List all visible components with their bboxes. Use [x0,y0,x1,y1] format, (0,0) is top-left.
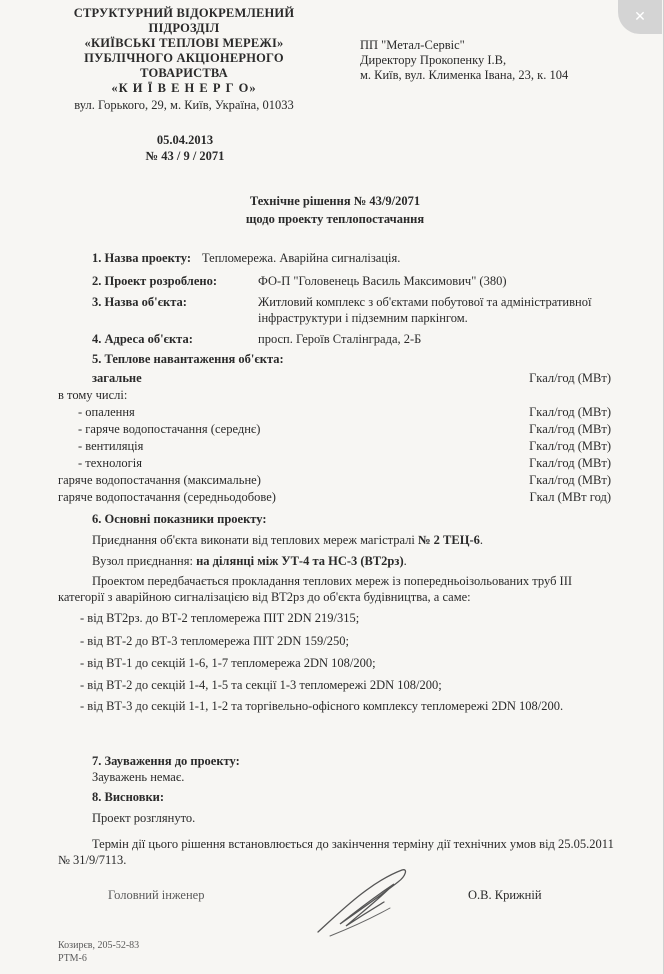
address-label: 4. Адреса об'єкта: [92,332,193,346]
load-label: 5. Теплове навантаження об'єкта: [92,352,284,366]
node-text: Вузол приєднання: [92,554,197,568]
bullet-item: - від ВТ2рз. до ВТ-2 тепломережа ПІТ 2DN 219/315; [80,611,360,625]
sender-line: ПУБЛІЧНОГО АКЦІОНЕРНОГО [84,51,284,65]
bullet-item: - від ВТ-2 до ВТ-3 тепломережа ПІТ 2DN 159/250; [80,634,349,648]
sender-line: «К И Ї В Е Н Е Р Г О» [111,81,257,95]
load-row-label: - вентиляція [78,439,144,453]
doc-date: 05.04.2013 [156,133,214,147]
object-label: 3. Назва об'єкта: [92,295,187,309]
footer-line-1: Козирєв, 205-52-83 [58,940,140,951]
load-row-label: - технологія [78,456,142,470]
recipient-line: м. Київ, вул. Клименка Івана, 23, к. 104 [360,68,569,82]
address-value: просп. Героїв Сталінграда, 2-Б [258,332,422,346]
project-name-label: 1. Назва проекту: [92,251,191,265]
sender-line: ТОВАРИСТВА [140,66,228,80]
load-row-label: - опалення [78,405,135,419]
developer-value: ФО-П "Головенець Василь Максимович" (380) [258,274,507,288]
sender-line: ПІДРОЗДІЛ [148,21,220,35]
para-line-1: Проектом передбачається прокладання теплових мереж із попередньоізольованих труб III [92,574,573,588]
load-row-unit: Гкал/год (МВт) [529,422,611,436]
object-value-2: інфраструктури і підземним паркінгом. [258,311,468,325]
connect-line [92,532,483,548]
footer-line-2: РТМ-6 [58,953,87,964]
title-line-2: щодо проекту теплопостачання [245,212,425,226]
load-row-label: загальне [92,371,142,385]
sender-line: «КИЇВСЬКІ ТЕПЛОВІ МЕРЕЖІ» [84,36,284,50]
validity-line-2: № 31/9/7113. [58,853,127,867]
sender-header [58,6,310,113]
section7-label: 7. Зауваження до проекту: [92,754,240,768]
signoff-position: Головний інженер [108,888,205,902]
connect-end: . [479,533,483,547]
load-row-label: гаряче водопостачання (максимальне) [58,473,261,487]
recipient-line: Директору Прокопенку І.В, [360,53,507,67]
section8-label: 8. Висновки: [92,790,165,804]
section8-value: Проект розглянуто. [92,811,196,825]
object-value-1: Житловий комплекс з об'єктами побутової та адміністративної [258,295,592,309]
bullet-item: - від ВТ-1 до секцій 1-6, 1-7 тепломережа 2DN 108/200; [80,656,376,670]
doc-number: № 43 / 9 / 2071 [145,149,225,163]
close-icon: ✕ [634,9,646,25]
load-row-unit: Гкал/год (МВт) [529,473,611,487]
connect-bold: № 2 ТЕЦ-6 [418,533,480,547]
node-end: . [403,554,407,568]
validity-line-1: Термін дії цього рішення встановлюється до закінчення терміну дії технічних умов від 25.05.2011 [92,837,614,851]
para-line-2: категорії з аварійною сигналізацією від ВТ2рз до об'єкта будівництва, а саме: [58,590,471,604]
load-row-unit: Гкал (МВт год) [529,490,611,504]
sender-line: СТРУКТУРНИЙ ВІДОКРЕМЛЕНИЙ [73,6,295,20]
signoff-name: О.В. Крижній [468,888,542,902]
load-row-label: - гаряче водопостачання (середнє) [78,422,261,436]
recipient-line: ПП "Метал-Сервіс" [360,38,465,52]
section7-value: Зауважень немає. [92,770,185,784]
load-row-unit: Гкал/год (МВт) [529,371,611,385]
load-row-unit: Гкал/год (МВт) [529,405,611,419]
including-label: в тому числі: [58,388,128,402]
sender-address: вул. Горького, 29, м. Київ, Україна, 01033 [74,98,294,112]
load-row-label: гаряче водопостачання (середньодобове) [58,490,276,504]
node-line [92,553,407,569]
developer-label: 2. Проект розроблено: [92,274,217,288]
document-title [200,192,470,228]
load-row-unit: Гкал/год (МВт) [529,439,611,453]
node-bold: на ділянці між УТ-4 та НС-3 (ВТ2рз) [196,554,404,568]
doc-meta [132,132,238,164]
recipient-block [360,38,568,83]
bullet-item: - від ВТ-3 до секцій 1-1, 1-2 та торгівельно-офісного комплексу тепломережі 2DN 108/200. [80,699,564,713]
connect-text: Приєднання об'єкта виконати від теплових мереж магістралі [92,533,418,547]
project-name-value: Тепломережа. Аварійна сигналізація. [202,251,401,265]
bullet-item: - від ВТ-2 до секцій 1-4, 1-5 та секції 1-3 тепломережі 2DN 108/200; [80,678,442,692]
title-line-1: Технічне рішення № 43/9/2071 [249,194,421,208]
load-row-unit: Гкал/год (МВт) [529,456,611,470]
signature-image [310,862,420,942]
section6-label: 6. Основні показники проекту: [92,512,267,526]
